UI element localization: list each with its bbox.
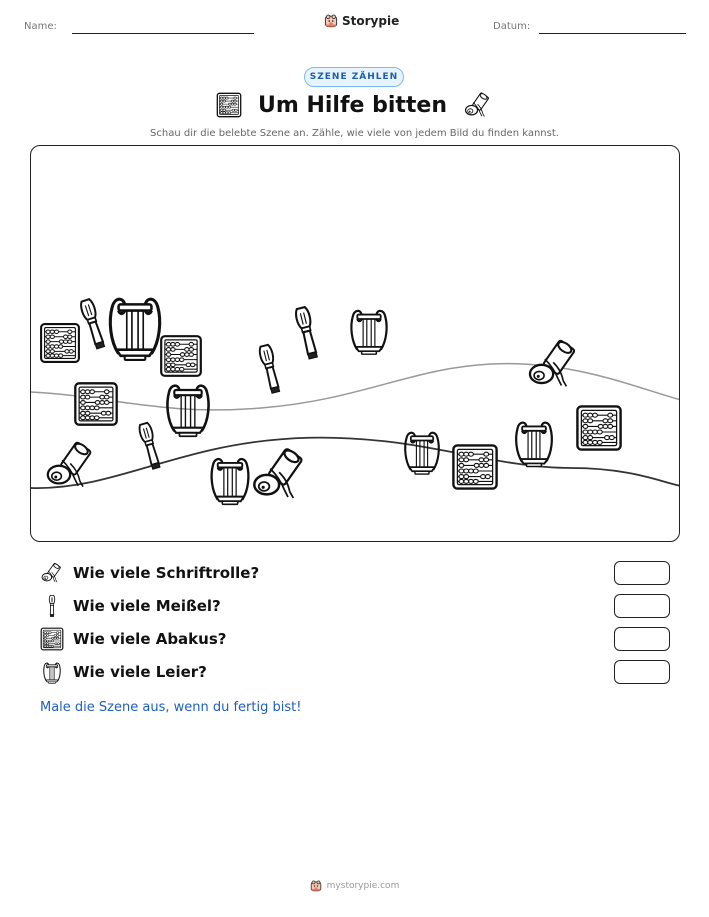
answer-box[interactable] — [614, 561, 670, 585]
question-text: Wie viele Leier? — [73, 663, 207, 681]
coloring-prompt: Male die Szene aus, wenn du fertig bist! — [40, 700, 302, 715]
scroll-icon — [463, 92, 493, 118]
abacus-icon — [40, 627, 64, 651]
date-line[interactable] — [539, 33, 686, 34]
lyre-icon — [516, 423, 552, 467]
name-label: Name: — [24, 21, 57, 32]
scene-drawing — [31, 146, 680, 542]
chisel-icon — [79, 298, 107, 349]
question-text: Wie viele Schriftrolle? — [73, 564, 260, 582]
name-line[interactable] — [72, 33, 254, 34]
chisel-icon — [258, 344, 282, 393]
lyre-icon — [212, 459, 249, 504]
abacus-icon — [75, 383, 116, 424]
lyre-icon — [351, 311, 386, 354]
title-row — [0, 92, 709, 118]
abacus-icon — [161, 336, 201, 376]
abacus-icon — [41, 324, 79, 362]
scroll-icon — [254, 448, 302, 498]
chisel-icon — [40, 594, 64, 618]
answer-box[interactable] — [614, 594, 670, 618]
question-row — [40, 626, 670, 652]
chisel-icon — [294, 306, 319, 359]
answer-box[interactable] — [614, 627, 670, 651]
instructions: Schau dir die belebte Szene an. Zähle, wie viele von jedem Bild du finden kannst. — [150, 128, 559, 139]
hill-line-upper — [31, 364, 680, 410]
footer-url[interactable]: mystorypie.com — [326, 881, 400, 891]
abacus-icon — [216, 92, 242, 118]
storypie-logo-icon — [310, 880, 322, 892]
question-row — [40, 560, 670, 586]
question-row — [40, 659, 670, 685]
brand-name: Storypie — [342, 14, 400, 28]
lyre-icon — [405, 433, 439, 474]
footer — [0, 880, 709, 892]
scroll-icon — [40, 561, 64, 585]
counting-scene — [30, 145, 680, 542]
abacus-icon — [453, 445, 496, 488]
page-title: Um Hilfe bitten — [258, 92, 447, 118]
activity-badge: SZENE ZÄHLEN — [304, 67, 404, 87]
storypie-logo-icon — [324, 14, 338, 28]
lyre-icon — [40, 660, 64, 684]
lyre-icon — [110, 299, 159, 360]
abacus-icon — [577, 406, 620, 449]
question-text: Wie viele Abakus? — [73, 630, 227, 648]
scroll-icon — [48, 442, 91, 487]
question-text: Wie viele Meißel? — [73, 597, 221, 615]
lyre-icon — [167, 386, 208, 437]
question-row — [40, 593, 670, 619]
answer-box[interactable] — [614, 660, 670, 684]
date-label: Datum: — [493, 21, 531, 32]
chisel-icon — [138, 422, 162, 470]
scroll-icon — [530, 340, 575, 387]
brand — [324, 14, 399, 28]
